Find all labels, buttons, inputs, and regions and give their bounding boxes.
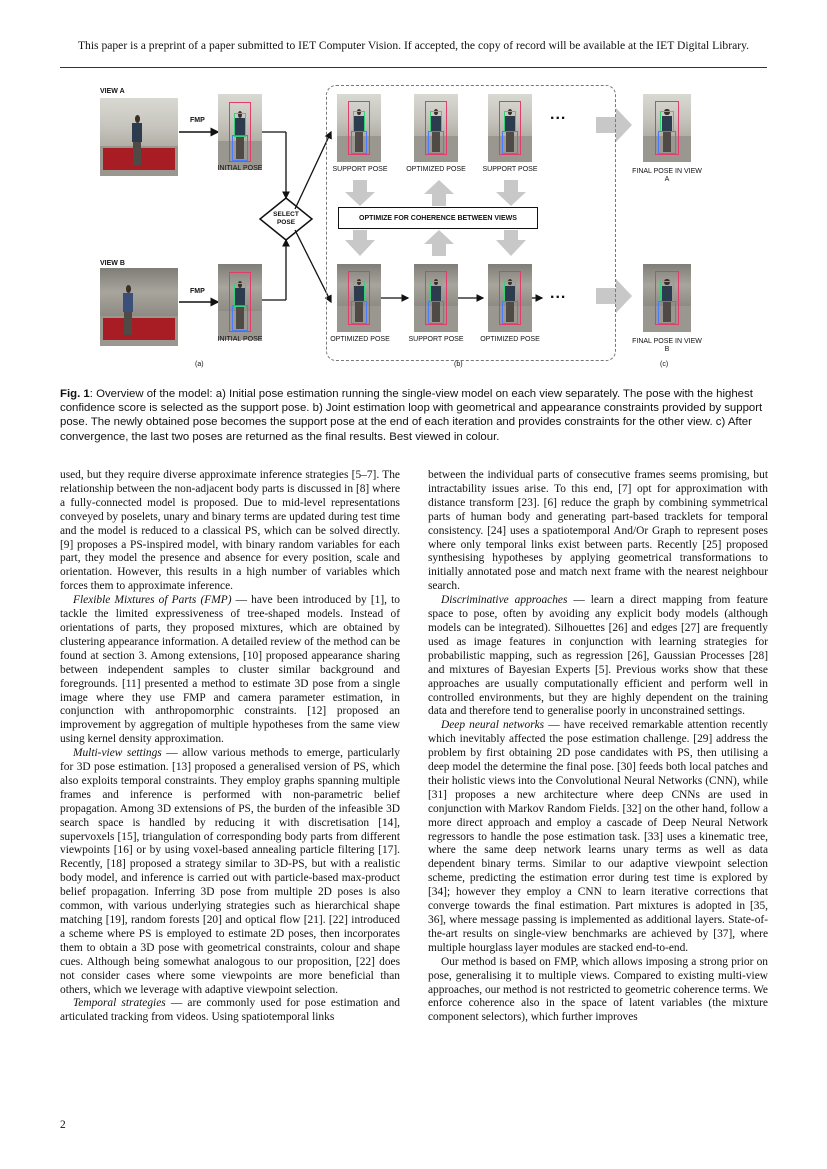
left-paragraph-3 [60,747,400,997]
view-b-label: VIEW B [100,260,125,267]
preprint-header: This paper is a preprint of a paper submitted to IET Computer Vision. If accepted, the copy of record will be available at the IET Digital Library. [77,39,750,52]
right-paragraph-4: Our method is based on FMP, which allows imposing a strong prior on pose, generalising it to multiple views. Compared to existing multi-view approaches, our method is not restricted to geometric coherence terms. We enforce coherence also in the space of latent variables (the mixture component selectors), which further improves [428,955,768,1024]
header-rule [60,67,767,68]
initial-pose-a-image [218,94,262,170]
figure-caption [60,387,768,444]
initial-pose-a-label: INITIAL POSE [217,165,263,172]
initial-pose-b-label: INITIAL POSE [217,336,263,343]
discriminative-heading: Discriminative approaches [441,594,568,607]
bottom-label-1: OPTIMIZED POSE [330,336,390,343]
bottom-label-2: SUPPORT POSE [408,336,464,343]
fmp-heading: Flexible Mixtures of Parts (FMP) [73,594,232,607]
right-paragraph-1: between the individual parts of consecutive frames seems promising, but intractability issues arise. To this end, [7] opt for approximation with distance transform [23]. [6] reduce the graph by combining symmetrical parts of human body and generating part-based tracklets for temporal consistency. [24] uses a spatiotemporal And/Or Graph to represent poses where only temporal links exist between parts. Recently [25] proposed synthesising hypotheses by applying geometrical transformations to initially annotated pose and match next frame with the nearest neighbour search. [428,469,768,593]
caption-text: : Overview of the model: a) Initial pose estimation running the single-view model on each view separately. The pose with the highest confidence score is selected as the support pose. b) Joint estimation loop with geometrical and appearance constraints provided by support pose. The newly obtained pose becomes the support pose at the end of each iteration and provides constraints for the other view. c) After convergence, the last two poses are returned as the final results. Best viewed in colour. [60,388,763,443]
optimized-pose-b2-image [488,264,532,332]
sublabel-a: (a) [195,361,204,368]
top-label-3: SUPPORT POSE [482,166,538,173]
multiview-text: — allow various methods to emerge, particularly for 3D pose estimation. [13] proposed a generalised version of PS, which also exploits temporal constraints. They employ graphs spanning multiple frames and inference is performed with non-parametric belief propagation. Among 3D extensions of PS, the burden of the infeasible 3D search space is handled by reducing it with discretisation [14], supervoxels [15], triangulation of corresponding body parts from different viewpoints [16] or by using voxel-based annealing particle filtering [17]. Recently, [18] proposed a strategy similar to 3D-PS, but with a realistic body model, and inference is carried out with particle-based max-product belief propagation. Inferring 3D pose from multiple 2D poses is also common, with various underlying strategies such as hierarchical shape matching [19], random forests [20] and optical flow [21]. [22] introduced a scheme where PS is employed to estimate 2D poses, then incorporates them to obtain a 3D pose with geometrical constraints, colour and shape cues. Although being somewhat analogous to our proposition, [22] does not consider cases where some viewpoints are more beneficial than others, which we leverage with adaptive viewpoint selection. [60,747,401,996]
final-pose-a-image [643,94,691,162]
caption-label: Fig. 1 [60,388,90,400]
view-a-label: VIEW A [100,88,125,95]
bottom-label-3: OPTIMIZED POSE [480,336,540,343]
multiview-heading: Multi-view settings [73,747,162,760]
right-paragraph-3 [428,719,768,955]
right-paragraph-2 [428,594,768,719]
fmp-label-b: FMP [190,288,205,295]
ellipsis-bottom: ... [550,285,567,302]
sublabel-b: (b) [454,361,463,368]
page-number: 2 [60,1119,66,1131]
initial-pose-b-image [218,264,262,340]
view-b-image [100,268,178,346]
select-pose-label: SELECT POSE [273,211,299,226]
optimized-pose-a-image [414,94,458,162]
deep-text: — have received remarkable attention recently which inevitably affected the pose estimation challenge. [29] address the problem by first obtaining 2D pose candidates with PS, then utilising a deep model the determine the final pose. [30] feeds both local patches and their holistic views into the Convolutional Neural Networks (CNN), while [31] proposes a new architecture where deep CNNs are used in conjunction with Markov Random Fields. [32] on the other hand, follow a more direct approach and employ a cascade of Deep Neural Network regressors to handle the pose estimation task. [33] uses a kinematic tree, where the same deep network learns unary terms as well as data dependent binary terms. Similar to our adaptive viewpoint selection scheme, predicting the estimation error during test time is explored by [34]; however they employ a CNN to learn iterative corrections that converge towards the final estimation. Part mixtures is adopted in [35, 36], where message passing is implemented as additional layers. State-of-the-art results on single-view benchmarks are achieved by [37], where multiple hourglass layer modules are stacked end-to-end. [428,719,768,954]
support-pose-b-image [414,264,458,332]
left-paragraph-1: used, but they require diverse approximate inference strategies [5–7]. The relationship between the non-adjacent body parts is discussed in [8] where a fully-connected model is proposed. Due to mid-level representations conveyed by poselets, unary and binary terms are updated during test time and the model is reduced to a classical PS, which can be solved directly. [9] proposes a PS-inspired model, with binary random variables for each part, they model the presence and absence for every position, scale and orientation. However, this results in a high number of variables which forces them to approximate inference. [60,469,400,593]
top-label-2: OPTIMIZED POSE [406,166,466,173]
figure-1 [90,80,770,380]
left-paragraph-4 [60,997,400,1025]
sublabel-c: (c) [660,361,669,368]
final-pose-a-label: FINAL POSE IN VIEW A [632,168,702,183]
final-pose-b-label: FINAL POSE IN VIEW B [632,338,702,353]
support-pose-a2-image [488,94,532,162]
top-label-1: SUPPORT POSE [332,166,388,173]
final-pose-b-image [643,264,691,332]
discriminative-text: — learn a direct mapping from feature space to pose, often by avoiding any explicit body models (although models can be integrated). Silhouettes [26] and edges [27] are frequently used as image features in conjunction with learning strategies for probabilistic mapping, such as regression [26], Gaussian Processes [28] and mixtures of Bayesian Experts [5]. Previous works show that these approaches are usually computationally efficient and perform well in controlled environments, but they are highly dependent on the training data and therefore tend to generalise poorly in unconstrained settings. [428,594,768,718]
left-column [60,469,400,1025]
temporal-text: — are commonly used for pose estimation and articulated tracking from videos. Using spatiotemporal links [60,997,400,1024]
left-paragraph-2 [60,594,400,747]
view-a-image [100,98,178,176]
optimized-pose-b1-image [337,264,381,332]
ellipsis-top: ... [550,106,567,123]
fmp-text: — have been introduced by [1], to tackle the limited expressiveness of tree-shaped models. Instead of orientations of parts, they proposed mixtures, which are obtained by clustering appearance information. A detailed review of the method can be found at section 3. Among extensions, [10] proposed appearance sharing between independent samples to cluster similar background and foregrounds. [11] presented a method to estimate 3D pose from a single image where they use FMP and camera parameter estimation, in conjunction with anthropomorphic constraints. [12] proposed an improvement by aggregation of multiple hypotheses from the same view using kernel density approximation. [60,594,400,746]
support-pose-a1-image [337,94,381,162]
right-column [428,469,768,1025]
fmp-label-a: FMP [190,117,205,124]
temporal-heading: Temporal strategies [73,997,166,1010]
optimize-coherence-box: OPTIMIZE FOR COHERENCE BETWEEN VIEWS [338,207,538,229]
deep-heading: Deep neural networks [441,719,545,732]
